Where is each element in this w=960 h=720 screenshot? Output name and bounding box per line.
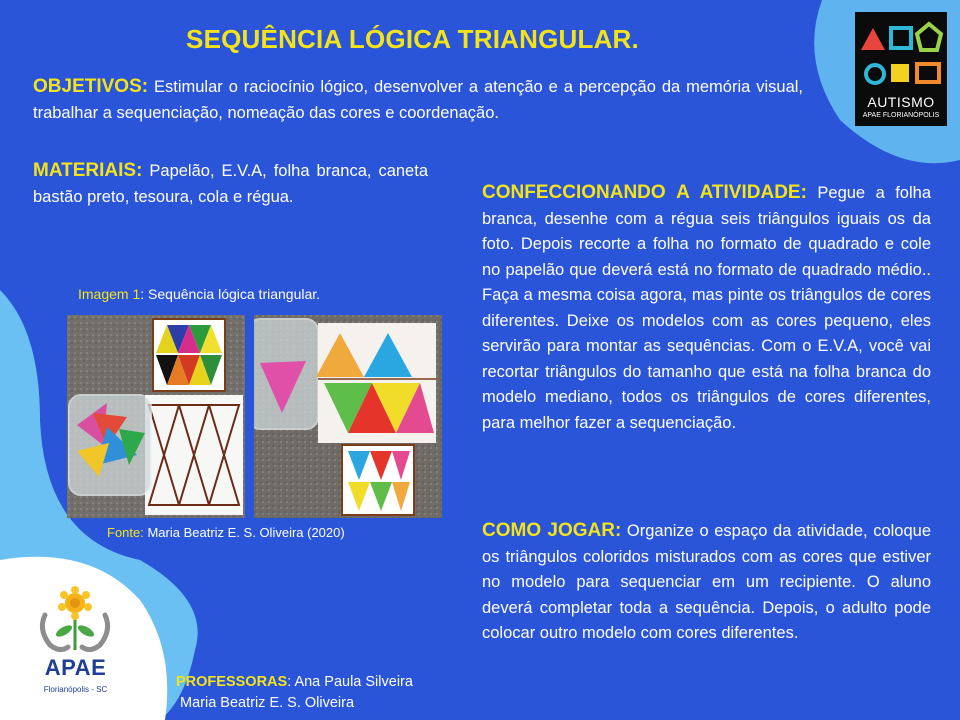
image-caption-label: Imagem 1 — [78, 286, 141, 302]
objetivos-text: Estimular o raciocínio lógico, desenvolver a atenção e a percepção da memória visual, trabalhar a sequenciação, nomeação das cores e coordenação. — [33, 78, 803, 122]
autismo-logo — [855, 12, 947, 126]
autismo-logo-word: AUTISMO — [867, 94, 935, 110]
source-caption-label: Fonte: — [107, 525, 144, 540]
autismo-logo-subtitle: APAE FLORIANÓPOLIS — [862, 112, 940, 119]
autismo-shapes-icon — [855, 12, 947, 92]
professoras-credits — [176, 672, 413, 714]
como-jogar-label: COMO JOGAR: — [482, 520, 622, 541]
materiais-text: Papelão, E.V.A, folha branca, caneta bastão preto, tesoura, cola e régua. — [33, 162, 428, 206]
como-jogar-paragraph — [482, 518, 931, 647]
confeccionando-paragraph — [482, 180, 931, 436]
materiais-label: MATERIAIS: — [33, 160, 143, 181]
professoras-label: PROFESSORAS — [176, 674, 288, 690]
source-caption-text: Maria Beatriz E. S. Oliveira (2020) — [143, 525, 345, 540]
page-title: SEQUÊNCIA LÓGICA TRIANGULAR. — [186, 24, 639, 54]
professora-name-1: : Ana Paula Silveira — [287, 674, 413, 690]
confeccionando-label: CONFECCIONANDO A ATIVIDADE: — [482, 182, 807, 203]
professora-name-2: Maria Beatriz E. S. Oliveira — [180, 695, 355, 711]
materiais-paragraph — [33, 158, 428, 210]
apae-logo-subtitle: Florianópolis - SC — [43, 685, 108, 694]
photo-left-illustration — [67, 315, 245, 518]
activity-photo-right — [254, 315, 442, 518]
como-jogar-text: Organize o espaço da atividade, coloque os triângulos coloridos misturados com as cores que estiver no modelo para sequenciar em um recipiente. O aluno deverá completar toda a sequência. Depois, o adulto pode colocar outro modelo com cores diferentes. — [482, 522, 931, 642]
objetivos-label: OBJETIVOS: — [33, 76, 149, 97]
professoras-line-1 — [176, 672, 413, 693]
image-caption — [78, 286, 320, 302]
confeccionando-text: Pegue a folha branca, desenhe com a régua seis triângulos iguais os da foto. Depois recorte a folha no formato de quadrado e cole no papelão que deverá está no formato de quadrado médio.. Faça a mesma coisa agora, mas pinte os triângulos de cores diferentes. Deixe os modelos com as cores pequeno, eles servirão para montar as sequências. Com o E.V.A, você vai recortar triângulos do tamanho que está na folha branca do modelo mediano, todos os triângulos de cores diferentes, para melhor fazer a sequenciação. — [482, 184, 932, 432]
apae-flower-icon — [30, 585, 120, 655]
apae-logo-word: APAE — [44, 655, 107, 680]
photo-right-illustration — [254, 315, 442, 518]
source-caption — [107, 525, 345, 540]
image-caption-text: : Sequência lógica triangular. — [140, 286, 321, 302]
activity-photo-left — [67, 315, 245, 518]
objetivos-paragraph — [33, 74, 803, 126]
